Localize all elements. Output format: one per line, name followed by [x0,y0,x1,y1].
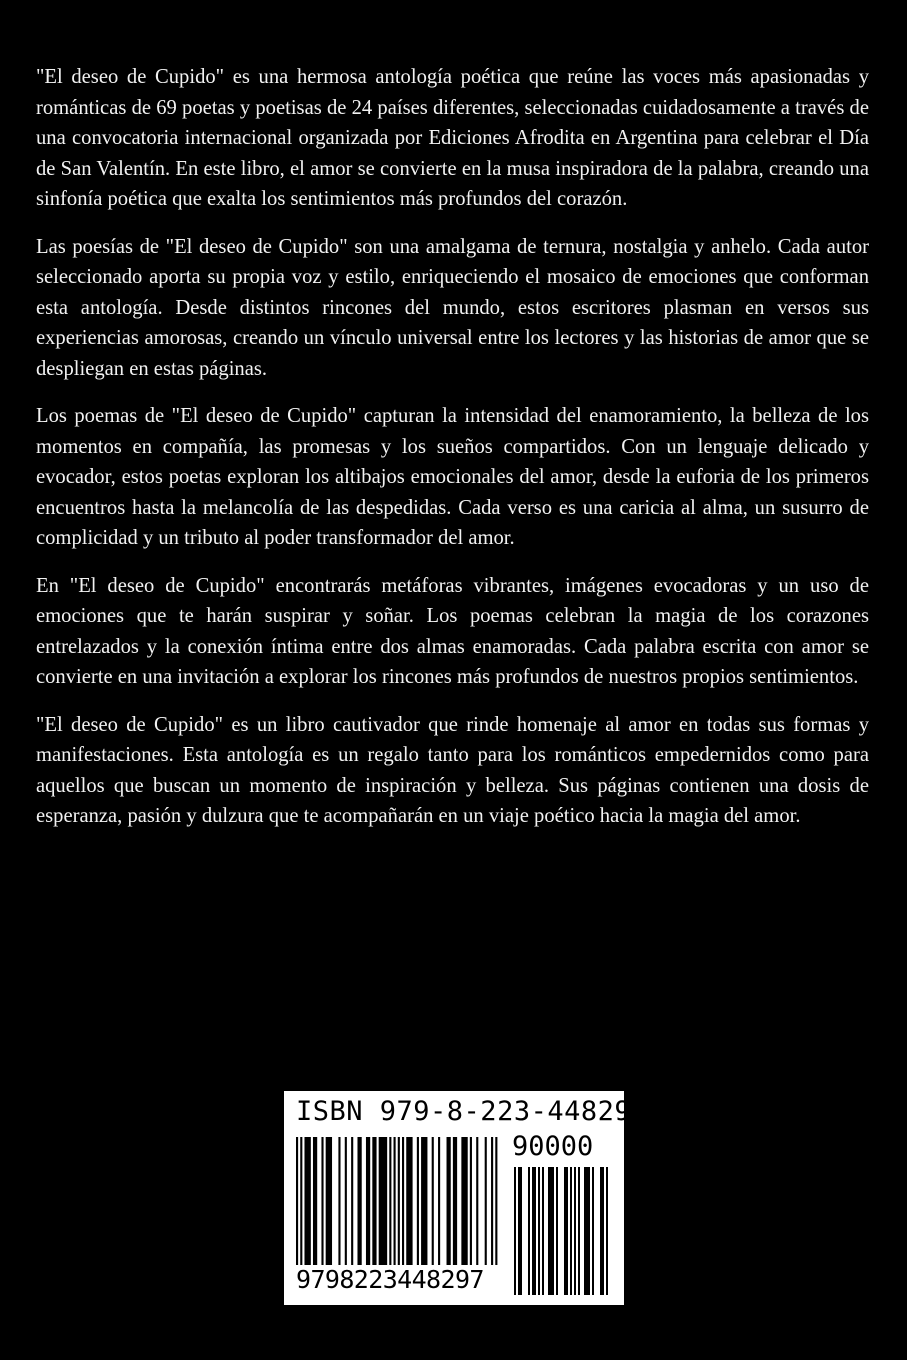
ean13-bar-26 [476,1137,478,1265]
addon-bar-13 [592,1167,594,1295]
ean13-bar-21 [438,1137,440,1265]
addon-bar-4 [538,1167,540,1295]
ean13-bar-9 [357,1137,361,1265]
ean13-bar-4 [321,1137,323,1265]
addon-bar-11 [578,1167,580,1295]
description-paragraph-4: En "El deseo de Cupido" encontrarás metáforas vibrantes, imágenes evocadoras y un uso de emociones que te harán suspirar y soñar. Los poemas celebran la magia de los corazones entrelazados y la conexión íntima entre dos almas enamoradas. Cada palabra escrita con amor se convierte en una invitación a explorar los rincones más profundos de nuestros propios sentimientos. [36,574,869,688]
ean13-bar-18 [417,1137,419,1265]
ean13-bar-20 [432,1137,434,1265]
ean13-bar-5 [326,1137,332,1265]
addon-bar-1 [518,1167,522,1295]
ean13-bar-22 [447,1137,451,1265]
addon-bar-7 [556,1167,558,1295]
addon-bar-0 [514,1167,516,1295]
ean13-bar-17 [406,1137,412,1265]
ean13-bar-2 [304,1137,310,1265]
description-paragraph-5: "El deseo de Cupido" es un libro cautivador que rinde homenaje al amor en todas sus formas y manifestaciones. Esta antología es un regalo tanto para los románticos empedernidos como para aquellos que buscan un momento de inspiración y belleza. Sus páginas contienen una dosis de esperanza, pasión y dulzura que te acompañarán en un viaje poético hacia la magia del amor. [36,713,869,827]
ean13-bar-6 [338,1137,340,1265]
addon-bar-5 [542,1167,544,1295]
ean13-bar-3 [313,1137,317,1265]
ean13-bar-13 [389,1137,391,1265]
addon-bar-9 [570,1167,572,1295]
addon-bar-2 [528,1167,530,1295]
addon-bar-12 [584,1167,590,1295]
ean13-bar-24 [461,1137,467,1265]
isbn-label: ISBN 979-8-223-44829-7 [296,1096,665,1127]
ean13-bar-1 [300,1137,302,1265]
addon-bar-10 [574,1167,576,1295]
ean13-bar-8 [351,1137,353,1265]
addon-bar-8 [564,1167,568,1295]
ean-digits: 9798223448297 [296,1265,496,1295]
ean13-bar-15 [398,1137,400,1265]
ean13-bar-0 [296,1137,298,1265]
description-paragraph-2: Las poesías de "El deseo de Cupido" son una amalgama de ternura, nostalgia y anhelo. Cada autor seleccionado aporta su propia voz y estilo, enriqueciendo el mosaico de emociones que conforman esta antología. Desde distintos rincones del mundo, estos escritores plasman en versos sus experiencias amorosas, creando un vínculo universal entre los lectores y las historias de amor que se despliegan en estas páginas. [36,235,869,380]
ean13-bar-23 [453,1137,457,1265]
back-cover-description [36,62,869,849]
ean13-bar-14 [394,1137,396,1265]
ean13-bar-29 [495,1137,497,1265]
ean13-bar-16 [402,1137,404,1265]
ean13-bar-10 [366,1137,370,1265]
ean13-bar-28 [491,1137,493,1265]
description-paragraph-3: Los poemas de "El deseo de Cupido" capturan la intensidad del enamoramiento, la belleza de los momentos en compañía, las promesas y los sueños compartidos. Con un lenguaje delicado y evocador, estos poetas exploran los altibajos emocionales del amor, desde la euforia de los primeros encuentros hasta la melancolía de las despedidas. Cada verso es una caricia al alma, un susurro de complicidad y un tributo al poder transformador del amor. [36,405,869,549]
addon-bar-3 [532,1167,536,1295]
description-paragraph-1: "El deseo de Cupido" es una hermosa antología poética que reúne las voces más apasionadas y románticas de 69 poetas y poetisas de 24 países diferentes, seleccionadas cuidadosamente a través de una convocatoria internacional organizada por Ediciones Afrodita en Argentina para celebrar el Día de San Valentín. En este libro, el amor se convierte en la musa inspiradora de la palabra, creando una sinfonía poética que exalta los sentimientos más profundos del corazón. [36,66,869,210]
addon-bar-14 [600,1167,604,1295]
addon-bar-6 [548,1167,554,1295]
ean13-bar-19 [421,1137,427,1265]
ean13-bar-7 [345,1137,347,1265]
ean13-bar-25 [470,1137,472,1265]
price-code: 90000 [512,1131,594,1162]
ean13-bar-12 [379,1137,387,1265]
addon-bar-15 [606,1167,608,1295]
ean13-bar-11 [372,1137,376,1265]
ean13-bar-27 [485,1137,487,1265]
isbn-barcode [284,1091,665,1305]
